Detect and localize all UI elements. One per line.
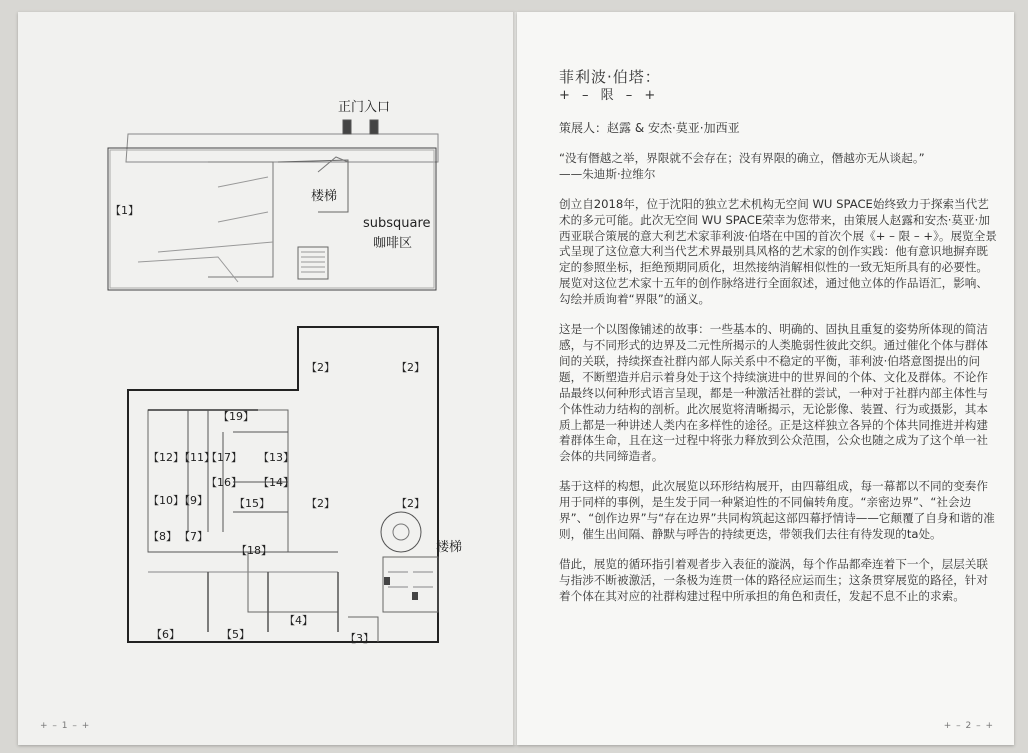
cafe-label: 咖啡区 xyxy=(373,236,413,251)
paragraph: 这是一个以图像铺述的故事：一些基本的、明确的、固执且重复的姿势所体现的简洁感，与不同形式的边界及二元性所揭示的人类脆弱性彼此交织。通过催化个体与群体间的关联，持续探查社群内部人际关系中不稳定的平衡，菲利波·伯塔意图提出的问题，不断塑造并启示着身处于这个持续演进中的世界间的个体、文化及群体。不论作品最终以何种形式语言呈现，都是一种激活社群的尝试，一种对于社群内部主体性与个体性动力结构的剖析。此次展览将清晰揭示，无论影像、装置、行为或摄影，其本质上都是一种讲述人类内在多样性的途径。正是这样独立各异的个体共同推进并构建着群体生命，且在这一过程中将张力释放到公众范围，公众也随之成为了这个单一社会体的共同缔造者。 xyxy=(559,322,988,464)
room-label: 【2】 xyxy=(396,497,425,510)
paragraph: 基于这样的构想，此次展览以环形结构展开，由四幕组成，每一幕都以不同的变奏作用于同样的事例，是生发于同一种紧迫性的不同偏转角度。“亲密边界”、“社会边界”、“创作边界”与“存在边界”共同构筑起这部四幕抒情诗——它颠覆了自身和谐的准则，催生出间隔、静默与呼告的持续更迭，带领我们去往有待发现的ta处。 xyxy=(559,479,995,541)
right-page xyxy=(517,12,1014,745)
room-label: 【4】 xyxy=(284,614,313,627)
stairs-label-bottom: 楼梯 xyxy=(436,540,463,555)
room-label: 【6】 xyxy=(151,628,180,641)
room-label: 【2】 xyxy=(306,361,335,374)
paragraph: 借此，展览的循环指引着观者步入表征的漩涡，每个作品都牵连着下一个，层层关联与指涉不断被激活，一条极为连贯一体的路径应运而生；这条贯穿展览的路径，针对着个体在其对应的社群构建过程中所承担的角色和责任，发起不息不止的求索。 xyxy=(559,556,988,603)
room-label: 【3】 xyxy=(345,632,374,645)
room-label: 【19】 xyxy=(218,410,254,423)
room-label: 【13】 xyxy=(258,451,294,464)
room-label: 【9】 xyxy=(179,494,208,507)
room-label: 【10】 xyxy=(148,494,184,507)
quote-text: “没有僭越之举，界限就不会存在；没有界限的确立，僭越亦无从谈起。” xyxy=(559,150,925,165)
room-label: 【11】 xyxy=(179,451,215,464)
room-label: 【1】 xyxy=(110,204,139,217)
curator-line: 策展人：赵露 & 安杰·莫亚·加西亚 xyxy=(559,121,740,135)
exhibition-title: 菲利波·伯塔： xyxy=(559,68,661,86)
room-label: 【14】 xyxy=(258,476,294,489)
paragraph: 创立自2018年，位于沈阳的独立艺术机构无空间 WU SPACE始终致力于探索当代艺术的多元可能。此次无空间 WU SPACE荣幸为您带来，由策展人赵露和安杰·莫亚·加西亚联合策展的意大利艺术家菲利波·伯塔在中国的首次个展《+ – 限 – +》。展览全景式呈现了这位意大利当代艺术界最别具风格的艺术家的创作实践：他有意识地摒弃既定的参照坐标，拒绝预期同质化，坦然接纳消解相似性的一致无矩所具有的必要性。展览对这位艺术家十五年的创作脉络进行全面叙述，通过他立体的作品语汇，影响、勾绘并质询着“界限”的涵义。 xyxy=(559,196,997,307)
exhibition-subtitle: + – 限 – + xyxy=(559,88,660,103)
subsquare-label: subsquare xyxy=(363,216,431,231)
room-label: 【18】 xyxy=(236,544,272,557)
room-label: 【17】 xyxy=(206,451,242,464)
room-label: 【5】 xyxy=(221,628,250,641)
room-label: 【2】 xyxy=(396,361,425,374)
room-label: 【16】 xyxy=(206,476,242,489)
quote-author: ——朱迪斯·拉维尔 xyxy=(559,166,656,181)
room-label: 【8】 xyxy=(148,530,177,543)
page-number-left: + – 1 – + xyxy=(40,721,91,731)
room-label: 【15】 xyxy=(234,497,270,510)
right-text-block xyxy=(559,67,999,619)
left-page xyxy=(18,12,515,745)
room-label: 【12】 xyxy=(148,451,184,464)
quote-block xyxy=(559,151,999,183)
room-label: 【2】 xyxy=(306,497,335,510)
floor-plan xyxy=(18,12,515,745)
stairs-label-top: 楼梯 xyxy=(311,189,338,204)
entrance-label: 正门入口 xyxy=(338,100,391,115)
room-label: 【7】 xyxy=(179,530,208,543)
page-number-right: + – 2 – + xyxy=(943,721,994,731)
